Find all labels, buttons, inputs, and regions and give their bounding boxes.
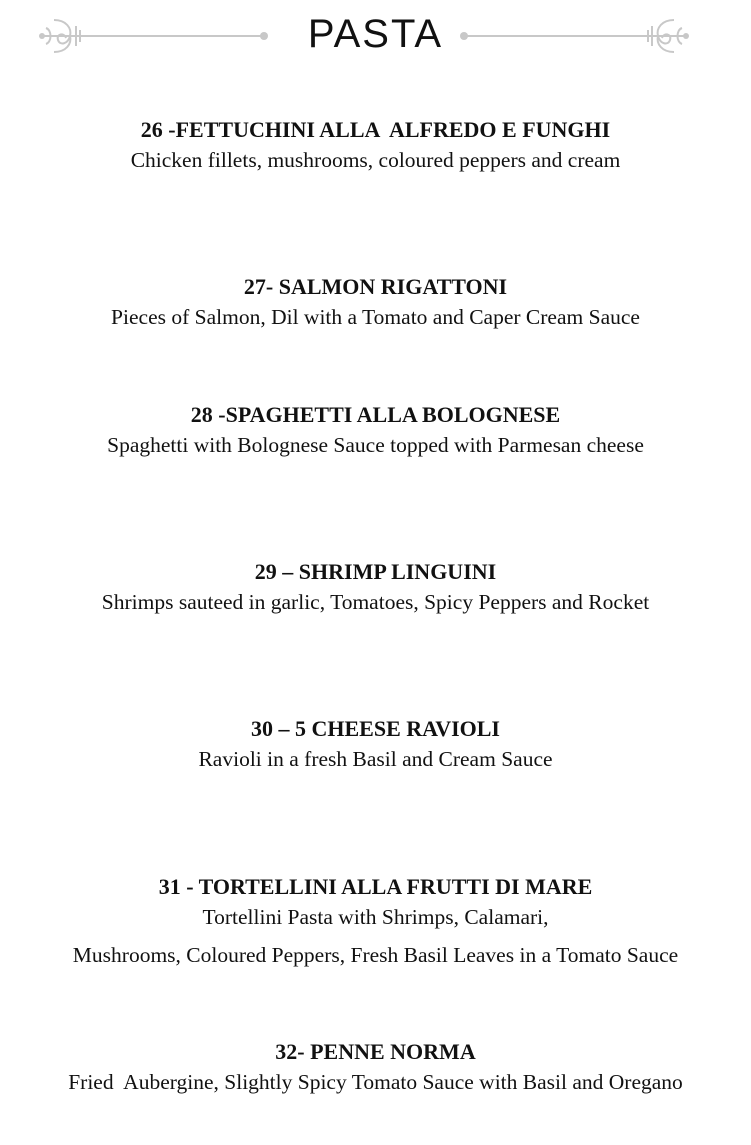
dish-name: 28 -SPAGHETTI ALLA BOLOGNESE [190,402,561,427]
menu-item [0,115,751,175]
dish-description: Pieces of Salmon, Dil with a Tomato and Caper Cream Sauce [111,305,640,329]
menu-item [0,714,751,774]
dish-name: 26 -FETTUCHINI ALLA ALFREDO E FUNGHI [140,117,611,142]
dish-name: 29 – SHRIMP LINGUINI [254,559,497,584]
dish-name: 32- PENNE NORMA [275,1039,476,1064]
dish-description: Shrimps sauteed in garlic, Tomatoes, Spicy Peppers and Rocket [101,590,650,614]
dish-description-line-2: Mushrooms, Coloured Peppers, Fresh Basil Leaves in a Tomato Sauce [72,943,679,967]
dish-name: 27- SALMON RIGATTONI [243,274,508,299]
dish-name: 31 - TORTELLINI ALLA FRUTTI DI MARE [158,874,593,899]
menu-item [0,557,751,617]
right-scroll-ornament-icon [458,14,692,58]
menu-item [0,272,751,332]
page-title: PASTA [307,12,444,56]
dish-description: Fried Aubergine, Slightly Spicy Tomato Sauce with Basil and Oregano [68,1070,683,1094]
menu-item [0,872,751,970]
menu-item [0,1037,751,1097]
dish-name: 30 – 5 CHEESE RAVIOLI [251,716,500,741]
menu-header [0,0,751,70]
dish-description: Spaghetti with Bolognese Sauce topped with Parmesan cheese [107,433,644,457]
dish-description: Chicken fillets, mushrooms, coloured peppers and cream [130,148,621,172]
menu-item [0,400,751,460]
dish-description: Ravioli in a fresh Basil and Cream Sauce [198,747,553,771]
dish-description: Tortellini Pasta with Shrimps, Calamari, [202,905,549,929]
